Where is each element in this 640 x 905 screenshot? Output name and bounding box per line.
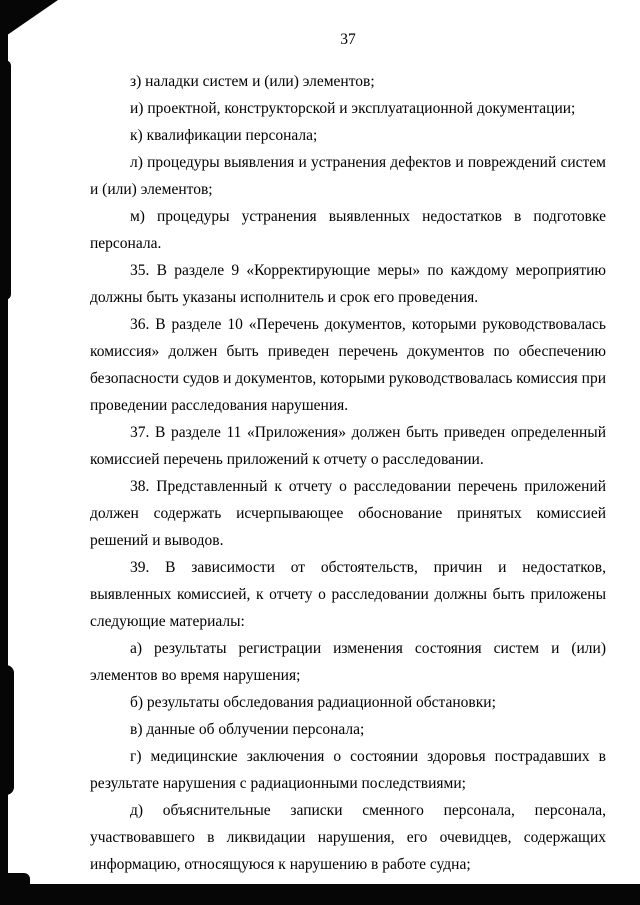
paragraph-37: 37. В разделе 11 «Приложения» должен быть приведен определенный комиссией перечень приложений к отчету о расследовании. <box>90 424 606 468</box>
paragraph-list-item-z: з) наладки систем и (или) элементов; <box>130 73 375 90</box>
paragraph-list-item-a: а) результаты регистрации изменения состояния систем и (или) элементов во время нарушения; <box>90 640 606 684</box>
paragraph-39: 39. В зависимости от обстоятельств, причин и недостатков, выявленных комиссией, к отчету о расследовании должны быть приложены следующие материалы: <box>90 559 606 630</box>
scan-blob-left-lower <box>0 665 14 795</box>
paragraph-list-item-d: д) объяснительные записки сменного персонала, персонала, участвовавшего в ликвидации нарушения, его очевидцев, содержащих информацию, относящуюся к нарушению в работе судна; <box>90 802 606 873</box>
paragraph-list-item-l: л) процедуры выявления и устранения дефектов и повреждений систем и (или) элементов; <box>90 154 606 198</box>
paragraph-list-item-i: и) проектной, конструкторской и эксплуатационной документации; <box>130 100 576 117</box>
scan-edge-bottom <box>0 884 640 905</box>
paragraph-list-item-g: г) медицинские заключения о состоянии здоровья пострадавших в результате нарушения с радиационными последствиями; <box>90 748 606 792</box>
paragraph-36: 36. В разделе 10 «Перечень документов, которыми руководствовалась комиссия» должен быть приведен перечень документов по обеспечению безопасности судов и документов, которыми руководствовалась комиссия при проведении расследования нарушения. <box>90 316 606 414</box>
paragraph-list-item-b: б) результаты обследования радиационной обстановки; <box>130 694 496 711</box>
scan-blob-left-upper <box>0 60 11 300</box>
paragraph-38: 38. Представленный к отчету о расследовании перечень приложений должен содержать исчерпывающее обоснование принятых комиссией решений и выводов. <box>90 478 606 549</box>
page-content <box>90 30 606 878</box>
paragraph-35: 35. В разделе 9 «Корректирующие меры» по каждому мероприятию должны быть указаны исполнитель и срок его проведения. <box>90 262 606 306</box>
paragraph-list-item-k: к) квалификации персонала; <box>130 127 318 144</box>
paragraph-list-item-v: в) данные об облучении персонала; <box>130 721 365 738</box>
scan-corner-top-left <box>0 0 58 40</box>
page-number: 37 <box>340 31 356 48</box>
paragraph-list-item-m: м) процедуры устранения выявленных недостатков в подготовке персонала. <box>90 208 606 252</box>
